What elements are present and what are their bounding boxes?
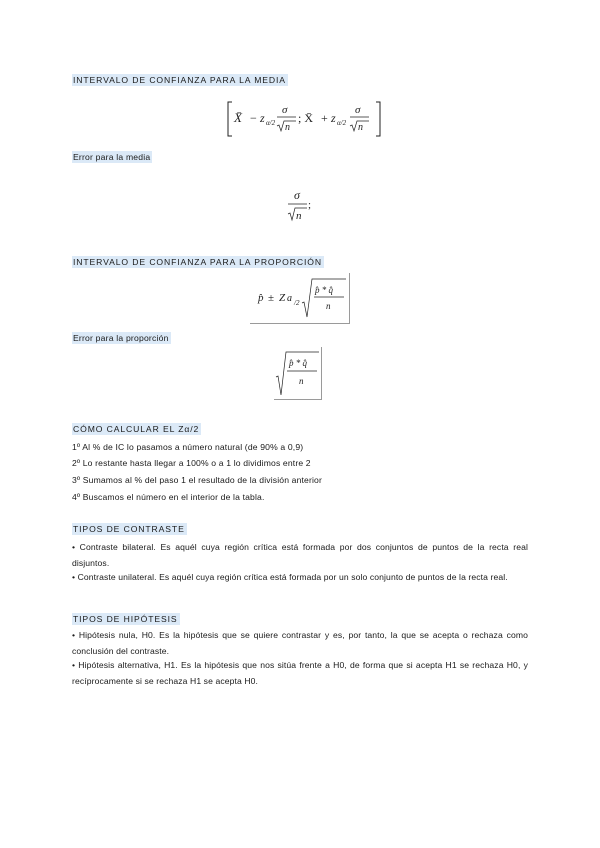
step-1: 1º Al % de IC lo pasamos a número natural (de 90% a 0,9) [72, 442, 304, 452]
svg-text:p̂ * q̂: p̂ * q̂ [289, 358, 307, 368]
svg-text:X̄: X̄ [234, 110, 242, 125]
formula-error-mean [284, 186, 324, 226]
svg-text:α/2: α/2 [266, 119, 276, 127]
svg-text:a: a [287, 293, 292, 304]
hipotesis-alternativa: • Hipótesis alternativa, H1. Es la hipótesis que nos sitúa frente a H0, de forma que si acepta H1 se rechaza H0, y recíprocamente si se rechaza H1 se acepta H0. [72, 660, 528, 686]
step-4: 4º Buscamos el número en el interior de la tabla. [72, 492, 265, 502]
heading-calcular-z: CÓMO CALCULAR EL Zα/2 [73, 424, 200, 434]
svg-text:σ: σ [294, 188, 300, 202]
svg-text:/2: /2 [294, 299, 300, 307]
label-error-media: Error para la media [73, 152, 151, 162]
svg-text:σ: σ [355, 104, 361, 116]
formula-error-proportion [274, 347, 322, 400]
svg-text:; X̄: ; X̄ [298, 111, 313, 125]
svg-text:n: n [358, 122, 363, 133]
step-3: 3º Sumamos al % del paso 1 el resultado de la división anterior [72, 475, 323, 485]
heading-tipos-hipotesis: TIPOS DE HIPÓTESIS [73, 614, 178, 624]
svg-text:p̂: p̂ [258, 292, 264, 304]
svg-text:n: n [296, 210, 302, 222]
svg-text:Z: Z [279, 292, 286, 304]
svg-text:+: + [321, 111, 328, 125]
step-2: 2º Lo restante hasta llegar a 100% o a 1 lo dividimos entre 2 [72, 458, 311, 468]
svg-text:α/2: α/2 [337, 119, 347, 127]
contraste-unilateral: • Contraste unilateral. Es aquél cuya región crítica está formada por un solo conjunto de puntos de la recta real. [72, 572, 508, 582]
formula-interval-mean [226, 98, 386, 140]
svg-text:n: n [285, 122, 290, 133]
svg-text:z: z [331, 111, 336, 125]
svg-text:−: − [250, 111, 257, 125]
heading-proporcion: INTERVALO DE CONFIANZA PARA LA PROPORCIÓN [73, 257, 322, 267]
svg-text:n: n [326, 301, 331, 311]
svg-text:σ: σ [282, 104, 288, 116]
svg-text:p̂ * q̂: p̂ * q̂ [315, 285, 333, 295]
svg-text:;: ; [308, 199, 312, 211]
heading-tipos-contraste: TIPOS DE CONTRASTE [73, 524, 185, 534]
contraste-bilateral: • Contraste bilateral. Es aquél cuya región crítica está formada por dos conjuntos de puntos de la recta real disjuntos. [72, 542, 528, 568]
label-error-proporcion: Error para la proporción [73, 333, 169, 343]
svg-text:z: z [260, 111, 265, 125]
heading-media: INTERVALO DE CONFIANZA PARA LA MEDIA [73, 75, 286, 85]
formula-interval-proportion [250, 273, 350, 324]
hipotesis-nula: • Hipótesis nula, H0. Es la hipótesis que se quiere contrastar y es, por tanto, la que se acepta o rechaza como conclusión del contraste. [72, 630, 528, 656]
svg-text:±: ± [268, 292, 275, 304]
svg-text:n: n [299, 376, 304, 386]
